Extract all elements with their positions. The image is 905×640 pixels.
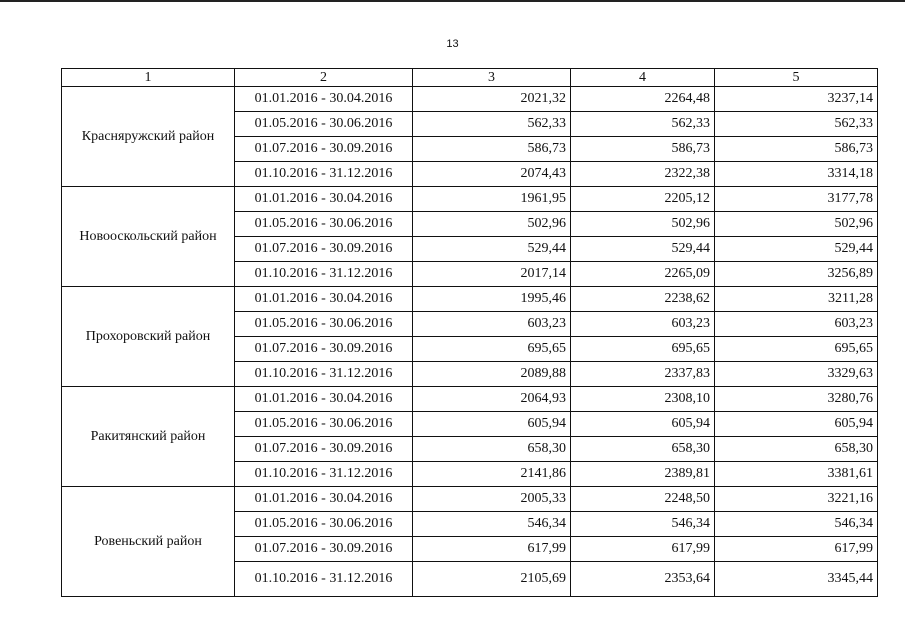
value-col-3: 1995,46	[413, 287, 571, 312]
period-cell: 01.07.2016 - 30.09.2016	[235, 437, 413, 462]
header-col-3: 3	[413, 69, 571, 87]
value-col-3: 586,73	[413, 137, 571, 162]
value-col-4: 586,73	[571, 137, 715, 162]
value-col-5: 605,94	[715, 412, 878, 437]
period-cell: 01.05.2016 - 30.06.2016	[235, 512, 413, 537]
value-col-5: 529,44	[715, 237, 878, 262]
top-rule	[0, 0, 905, 2]
value-col-5: 3280,76	[715, 387, 878, 412]
value-col-3: 2141,86	[413, 462, 571, 487]
value-col-3: 2105,69	[413, 562, 571, 597]
header-col-2: 2	[235, 69, 413, 87]
value-col-3: 2089,88	[413, 362, 571, 387]
value-col-5: 3314,18	[715, 162, 878, 187]
table-row	[62, 187, 878, 212]
value-col-3: 2064,93	[413, 387, 571, 412]
period-cell: 01.10.2016 - 31.12.2016	[235, 262, 413, 287]
value-col-4: 658,30	[571, 437, 715, 462]
table-row	[62, 87, 878, 112]
value-col-5: 658,30	[715, 437, 878, 462]
table-header	[62, 69, 878, 87]
value-col-3: 605,94	[413, 412, 571, 437]
value-col-4: 562,33	[571, 112, 715, 137]
value-col-4: 617,99	[571, 537, 715, 562]
value-col-5: 3221,16	[715, 487, 878, 512]
value-col-4: 2308,10	[571, 387, 715, 412]
value-col-5: 603,23	[715, 312, 878, 337]
period-cell: 01.07.2016 - 30.09.2016	[235, 137, 413, 162]
value-col-4: 2389,81	[571, 462, 715, 487]
value-col-5: 695,65	[715, 337, 878, 362]
value-col-4: 603,23	[571, 312, 715, 337]
table-row	[62, 387, 878, 412]
period-cell: 01.07.2016 - 30.09.2016	[235, 237, 413, 262]
district-name: Красняружский район	[62, 87, 235, 187]
period-cell: 01.10.2016 - 31.12.2016	[235, 562, 413, 597]
value-col-3: 603,23	[413, 312, 571, 337]
value-col-4: 2265,09	[571, 262, 715, 287]
period-cell: 01.10.2016 - 31.12.2016	[235, 462, 413, 487]
value-col-5: 562,33	[715, 112, 878, 137]
value-col-4: 695,65	[571, 337, 715, 362]
period-cell: 01.05.2016 - 30.06.2016	[235, 312, 413, 337]
value-col-5: 3177,78	[715, 187, 878, 212]
value-col-4: 605,94	[571, 412, 715, 437]
value-col-3: 502,96	[413, 212, 571, 237]
value-col-4: 2337,83	[571, 362, 715, 387]
table-body	[62, 87, 878, 597]
value-col-4: 2238,62	[571, 287, 715, 312]
period-cell: 01.05.2016 - 30.06.2016	[235, 412, 413, 437]
value-col-3: 2017,14	[413, 262, 571, 287]
page-number: 13	[446, 38, 459, 50]
value-col-5: 3381,61	[715, 462, 878, 487]
header-col-4: 4	[571, 69, 715, 87]
period-cell: 01.10.2016 - 31.12.2016	[235, 362, 413, 387]
value-col-3: 695,65	[413, 337, 571, 362]
value-col-4: 546,34	[571, 512, 715, 537]
table-row	[62, 287, 878, 312]
value-col-5: 617,99	[715, 537, 878, 562]
table-row	[62, 487, 878, 512]
period-cell: 01.10.2016 - 31.12.2016	[235, 162, 413, 187]
header-row	[62, 69, 878, 87]
value-col-4: 2264,48	[571, 87, 715, 112]
value-col-5: 3329,63	[715, 362, 878, 387]
value-col-3: 529,44	[413, 237, 571, 262]
period-cell: 01.07.2016 - 30.09.2016	[235, 537, 413, 562]
value-col-5: 3211,28	[715, 287, 878, 312]
value-col-5: 3345,44	[715, 562, 878, 597]
district-name: Ровеньский район	[62, 487, 235, 597]
period-cell: 01.01.2016 - 30.04.2016	[235, 487, 413, 512]
header-col-1: 1	[62, 69, 235, 87]
period-cell: 01.01.2016 - 30.04.2016	[235, 187, 413, 212]
value-col-3: 617,99	[413, 537, 571, 562]
value-col-3: 658,30	[413, 437, 571, 462]
period-cell: 01.01.2016 - 30.04.2016	[235, 87, 413, 112]
value-col-4: 2353,64	[571, 562, 715, 597]
value-col-4: 2205,12	[571, 187, 715, 212]
value-col-3: 2074,43	[413, 162, 571, 187]
value-col-4: 502,96	[571, 212, 715, 237]
district-name: Новооскольский район	[62, 187, 235, 287]
value-col-5: 3256,89	[715, 262, 878, 287]
period-cell: 01.05.2016 - 30.06.2016	[235, 112, 413, 137]
value-col-5: 502,96	[715, 212, 878, 237]
value-col-4: 529,44	[571, 237, 715, 262]
value-col-3: 1961,95	[413, 187, 571, 212]
data-table	[61, 68, 878, 597]
value-col-3: 2005,33	[413, 487, 571, 512]
value-col-5: 586,73	[715, 137, 878, 162]
period-cell: 01.01.2016 - 30.04.2016	[235, 287, 413, 312]
value-col-3: 546,34	[413, 512, 571, 537]
value-col-5: 3237,14	[715, 87, 878, 112]
period-cell: 01.07.2016 - 30.09.2016	[235, 337, 413, 362]
header-col-5: 5	[715, 69, 878, 87]
value-col-5: 546,34	[715, 512, 878, 537]
period-cell: 01.05.2016 - 30.06.2016	[235, 212, 413, 237]
value-col-3: 562,33	[413, 112, 571, 137]
district-name: Ракитянский район	[62, 387, 235, 487]
district-name: Прохоровский район	[62, 287, 235, 387]
value-col-4: 2248,50	[571, 487, 715, 512]
period-cell: 01.01.2016 - 30.04.2016	[235, 387, 413, 412]
value-col-3: 2021,32	[413, 87, 571, 112]
value-col-4: 2322,38	[571, 162, 715, 187]
